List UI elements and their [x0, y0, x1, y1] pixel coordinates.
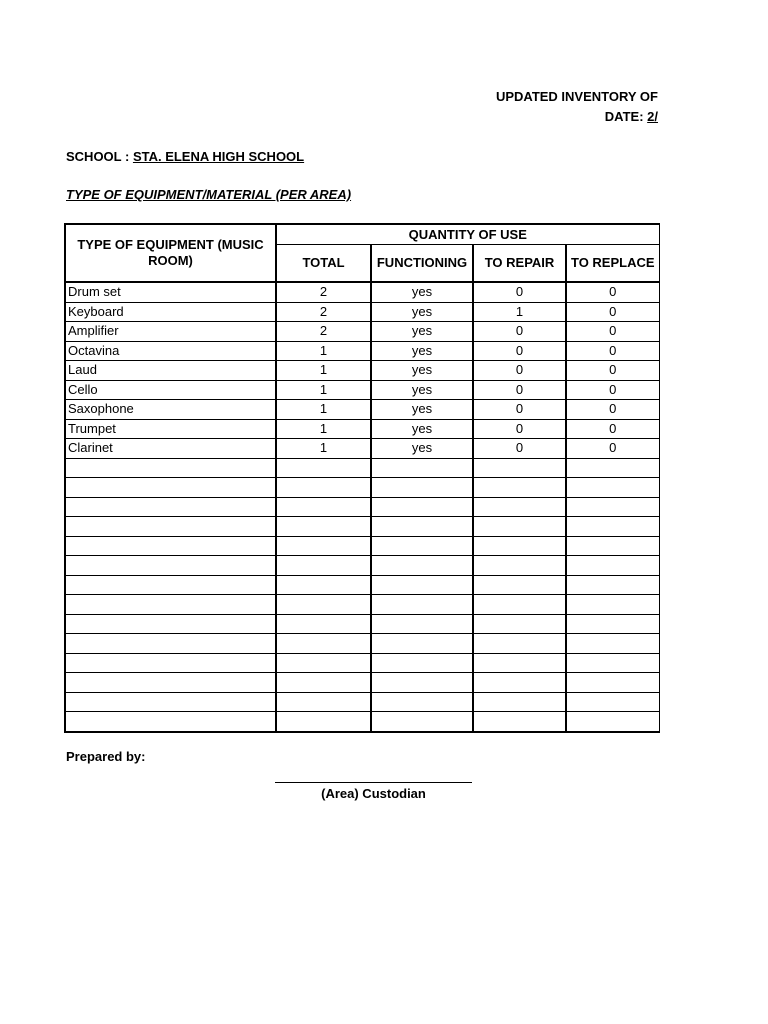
to-repair-cell	[473, 673, 566, 693]
table-row	[65, 341, 659, 361]
total-cell	[276, 653, 371, 673]
functioning-cell	[371, 478, 473, 498]
functioning-cell	[371, 653, 473, 673]
total-cell	[276, 497, 371, 517]
school-line	[66, 149, 304, 164]
to-repair-cell: 1	[473, 302, 566, 322]
functioning-cell: yes	[371, 302, 473, 322]
inventory-table	[64, 223, 660, 733]
table-row	[65, 282, 659, 302]
equipment-name-cell	[65, 595, 276, 615]
to-replace-cell	[566, 458, 659, 478]
total-cell: 1	[276, 419, 371, 439]
school-label: SCHOOL :	[66, 149, 133, 164]
to-repair-cell: 0	[473, 322, 566, 342]
functioning-cell	[371, 673, 473, 693]
to-repair-cell: 0	[473, 419, 566, 439]
to-repair-cell	[473, 692, 566, 712]
functioning-cell	[371, 712, 473, 732]
functioning-cell: yes	[371, 439, 473, 459]
table-row	[65, 712, 659, 732]
to-replace-cell	[566, 556, 659, 576]
table-row	[65, 458, 659, 478]
equipment-name-cell: Drum set	[65, 282, 276, 302]
total-cell	[276, 595, 371, 615]
table-row	[65, 575, 659, 595]
table-row	[65, 439, 659, 459]
functioning-cell	[371, 634, 473, 654]
to-repair-cell: 0	[473, 341, 566, 361]
to-replace-cell	[566, 575, 659, 595]
to-replace-cell: 0	[566, 439, 659, 459]
to-repair-cell: 0	[473, 282, 566, 302]
total-cell	[276, 536, 371, 556]
to-repair-column-header: TO REPAIR	[473, 245, 566, 283]
functioning-cell	[371, 458, 473, 478]
to-replace-cell	[566, 692, 659, 712]
table-row	[65, 361, 659, 381]
total-column-header: TOTAL	[276, 245, 371, 283]
to-replace-cell: 0	[566, 361, 659, 381]
equipment-name-cell: Saxophone	[65, 400, 276, 420]
functioning-cell	[371, 497, 473, 517]
equipment-name-cell: Laud	[65, 361, 276, 381]
to-repair-cell	[473, 536, 566, 556]
functioning-cell: yes	[371, 380, 473, 400]
equipment-name-cell	[65, 497, 276, 517]
functioning-cell: yes	[371, 400, 473, 420]
equipment-name-cell: Keyboard	[65, 302, 276, 322]
signature-line	[275, 782, 472, 783]
equipment-name-cell	[65, 673, 276, 693]
functioning-cell	[371, 614, 473, 634]
equipment-name-cell	[65, 634, 276, 654]
table-row	[65, 478, 659, 498]
to-replace-column-header: TO REPLACE	[566, 245, 659, 283]
custodian-label: (Area) Custodian	[321, 786, 426, 801]
functioning-cell	[371, 517, 473, 537]
to-replace-cell	[566, 478, 659, 498]
functioning-cell: yes	[371, 419, 473, 439]
table-row	[65, 614, 659, 634]
to-repair-cell	[473, 595, 566, 615]
to-replace-cell: 0	[566, 322, 659, 342]
inventory-table-body	[65, 282, 659, 732]
table-row	[65, 595, 659, 615]
to-replace-cell	[566, 497, 659, 517]
equipment-name-cell	[65, 653, 276, 673]
table-row	[65, 497, 659, 517]
to-replace-cell: 0	[566, 400, 659, 420]
total-cell	[276, 458, 371, 478]
table-row	[65, 673, 659, 693]
total-cell	[276, 478, 371, 498]
to-repair-cell	[473, 634, 566, 654]
equipment-name-cell	[65, 692, 276, 712]
functioning-cell: yes	[371, 322, 473, 342]
to-replace-cell: 0	[566, 380, 659, 400]
to-replace-cell	[566, 712, 659, 732]
to-repair-cell: 0	[473, 380, 566, 400]
to-replace-cell: 0	[566, 282, 659, 302]
total-cell	[276, 614, 371, 634]
to-repair-cell	[473, 556, 566, 576]
equipment-name-cell: Octavina	[65, 341, 276, 361]
table-row	[65, 322, 659, 342]
functioning-cell: yes	[371, 361, 473, 381]
functioning-cell	[371, 575, 473, 595]
table-row	[65, 380, 659, 400]
to-repair-cell: 0	[473, 400, 566, 420]
table-row	[65, 517, 659, 537]
to-replace-cell	[566, 614, 659, 634]
equipment-name-cell: Clarinet	[65, 439, 276, 459]
total-cell: 2	[276, 282, 371, 302]
table-row	[65, 419, 659, 439]
equipment-name-cell	[65, 556, 276, 576]
to-replace-cell	[566, 634, 659, 654]
total-cell: 1	[276, 380, 371, 400]
equipment-column-header: TYPE OF EQUIPMENT (MUSIC ROOM)	[65, 224, 276, 282]
total-cell: 1	[276, 341, 371, 361]
to-repair-cell	[473, 517, 566, 537]
functioning-cell	[371, 595, 473, 615]
to-replace-cell	[566, 595, 659, 615]
to-repair-cell	[473, 614, 566, 634]
quantity-of-use-header: QUANTITY OF USE	[276, 224, 659, 245]
to-replace-cell: 0	[566, 419, 659, 439]
total-cell: 2	[276, 302, 371, 322]
functioning-cell: yes	[371, 341, 473, 361]
equipment-type-heading: TYPE OF EQUIPMENT/MATERIAL (PER AREA)	[66, 187, 352, 202]
document-title: UPDATED INVENTORY OF	[495, 89, 658, 104]
to-repair-cell	[473, 653, 566, 673]
to-repair-cell: 0	[473, 361, 566, 381]
total-cell: 1	[276, 361, 371, 381]
equipment-name-cell	[65, 536, 276, 556]
to-repair-cell	[473, 458, 566, 478]
date-line	[605, 109, 658, 124]
equipment-name-cell	[65, 575, 276, 595]
equipment-name-cell	[65, 458, 276, 478]
table-row	[65, 634, 659, 654]
functioning-cell	[371, 536, 473, 556]
to-replace-cell	[566, 653, 659, 673]
equipment-name-cell: Trumpet	[65, 419, 276, 439]
table-row	[65, 653, 659, 673]
to-replace-cell	[566, 517, 659, 537]
to-replace-cell	[566, 536, 659, 556]
to-repair-cell	[473, 712, 566, 732]
functioning-column-header: FUNCTIONING	[371, 245, 473, 283]
total-cell: 1	[276, 400, 371, 420]
functioning-cell	[371, 692, 473, 712]
to-replace-cell	[566, 673, 659, 693]
table-row	[65, 536, 659, 556]
total-cell	[276, 634, 371, 654]
total-cell	[276, 517, 371, 537]
date-value: 2/	[647, 109, 658, 124]
to-replace-cell: 0	[566, 302, 659, 322]
to-repair-cell	[473, 497, 566, 517]
total-cell: 2	[276, 322, 371, 342]
to-repair-cell	[473, 478, 566, 498]
total-cell	[276, 575, 371, 595]
equipment-name-cell: Amplifier	[65, 322, 276, 342]
equipment-name-cell: Cello	[65, 380, 276, 400]
table-row	[65, 400, 659, 420]
total-cell	[276, 673, 371, 693]
functioning-cell: yes	[371, 282, 473, 302]
total-cell: 1	[276, 439, 371, 459]
table-row	[65, 302, 659, 322]
total-cell	[276, 556, 371, 576]
equipment-name-cell	[65, 614, 276, 634]
total-cell	[276, 712, 371, 732]
prepared-by-label: Prepared by:	[66, 749, 146, 764]
to-replace-cell: 0	[566, 341, 659, 361]
table-row	[65, 556, 659, 576]
equipment-name-cell	[65, 478, 276, 498]
equipment-name-cell	[65, 517, 276, 537]
to-repair-cell: 0	[473, 439, 566, 459]
table-row	[65, 692, 659, 712]
functioning-cell	[371, 556, 473, 576]
school-name: STA. ELENA HIGH SCHOOL	[132, 149, 305, 164]
equipment-name-cell	[65, 712, 276, 732]
to-repair-cell	[473, 575, 566, 595]
date-label: DATE:	[604, 109, 648, 124]
total-cell	[276, 692, 371, 712]
